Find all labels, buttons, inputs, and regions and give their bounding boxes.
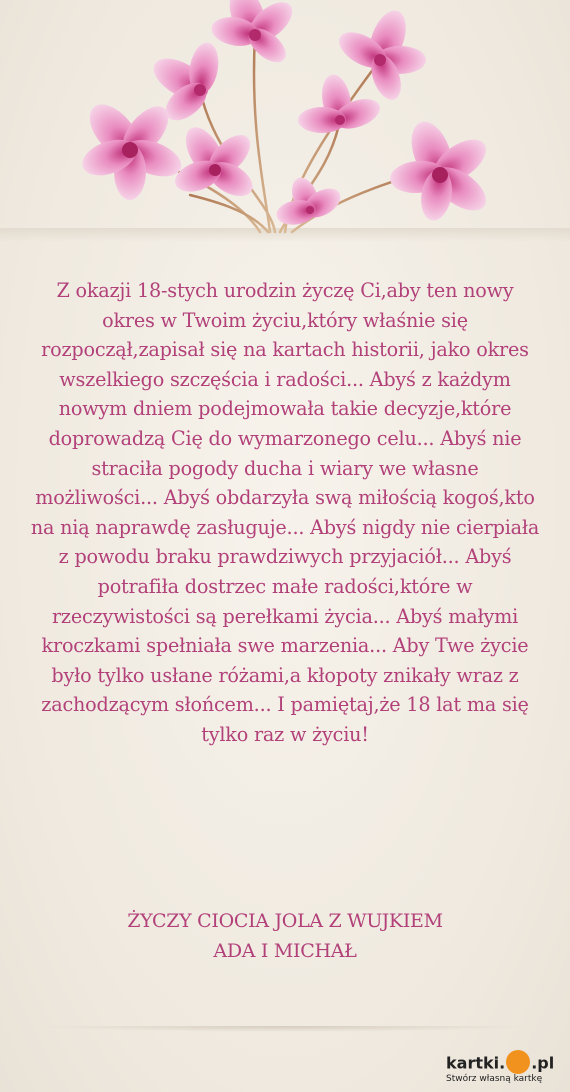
signature xyxy=(30,906,540,966)
logo-name-right: .pl xyxy=(531,1053,555,1073)
logo-wordmark xyxy=(446,1052,554,1076)
kartki-logo[interactable] xyxy=(446,1050,564,1090)
flower-illustration xyxy=(0,0,570,262)
logo-badge-icon xyxy=(506,1050,530,1074)
bottom-divider xyxy=(40,1026,530,1032)
signature-line-1: ŻYCZY CIOCIA JOLA Z WUJKIEM xyxy=(127,910,443,932)
logo-tagline: Stwórz własną kartkę xyxy=(446,1074,543,1084)
signature-line-2: ADA I MICHAŁ xyxy=(213,940,357,962)
greeting-message: Z okazji 18-stych urodzin życzę Ci,aby ten nowy okres w Twoim życiu,który właśnie się rozpoczął,zapisał się na kartach historii, jako okres wszelkiego szczęścia i radości... Abyś z każdym nowym dniem podejmowała takie decyzje,które doprowadzą Cię do wymarzonego celu... Abyś nie straciła pogody ducha i wiary we własne możliwości... Abyś obdarzyła swą miłością kogoś,kto na nią naprawdę zasługuje... Abyś nigdy nie cierpiała z powodu braku prawdziwych przyjaciół... Abyś potrafiła dostrzec małe radości,które w rzeczywistości są perełkami życia... Abyś małymi kroczkami spełniała swe marzenia... Aby Twe życie było tylko usłane różami,a kłopoty znikały wraz z zachodzącym słońcem... I pamiętaj,że 18 lat ma się tylko raz w życiu! xyxy=(30,279,540,746)
logo-name-left: kartki. xyxy=(446,1053,506,1073)
